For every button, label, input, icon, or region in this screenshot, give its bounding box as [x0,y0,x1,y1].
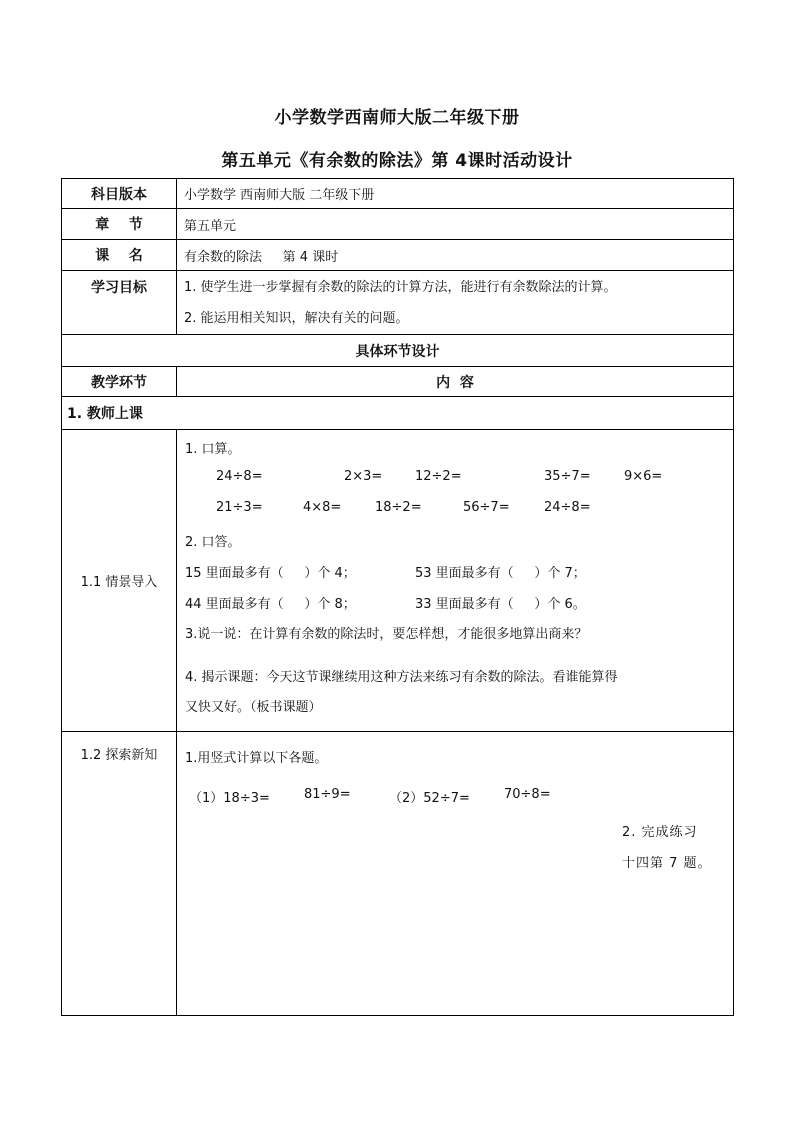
row-chapter [62,209,734,240]
goals-cell [177,271,734,335]
row-column-headers [62,367,734,397]
lesson-plan-table [61,178,734,1016]
oral-calc-item: 9×6= [624,469,663,484]
chapter-value: 第五单元 [177,209,734,240]
oral-calc-item: 12÷2= [415,469,462,484]
oral-calc-item: 21÷3= [216,500,263,515]
chapter-label: 章 节 [62,209,177,240]
reveal-text-line1: 4. 揭示课题：今天这节课继续用这种方法来练习有余数的除法。看谁能算得 [185,670,618,685]
answer-item: 53 里面最多有（ ）个 7； [415,566,586,581]
oral-calc-item: 4×8= [303,500,342,515]
vertical-calc-item: （1）18÷3= [189,791,270,806]
lesson-label: 课 名 [62,240,177,271]
oral-calc-item: 2×3= [344,469,383,484]
design-header: 具体环节设计 [62,335,734,367]
oral-calc-item: 35÷7= [544,469,591,484]
row-s11 [62,430,734,732]
oral-calc-item: 24÷8= [544,500,591,515]
vertical-calc-title: 1.用竖式计算以下各题。 [185,751,328,766]
row-subject [62,179,734,209]
document-subtitle: 第五单元《有余数的除法》第 4课时活动设计 [221,151,573,171]
row-section-1 [62,397,734,430]
answer-item: 44 里面最多有（ ）个 8； [185,597,356,612]
goal-item: 2. 能运用相关知识，解决有关的问题。 [184,310,409,326]
stage-column-header: 教学环节 [62,367,177,397]
oral-calc-item: 18÷2= [375,500,422,515]
oral-answer-title: 2. 口答。 [185,535,241,550]
subject-label: 科目版本 [62,179,177,209]
oral-calc-item: 56÷7= [463,500,510,515]
goals-label: 学习目标 [62,271,177,335]
row-lesson [62,240,734,271]
answer-item: 15 里面最多有（ ）个 4； [185,566,356,581]
answer-item: 33 里面最多有（ ）个 6。 [415,597,586,612]
vertical-calc-item: 70÷8= [504,787,551,802]
row-design-header [62,335,734,367]
oral-calc-title: 1. 口算。 [185,442,241,457]
document-title: 小学数学西南师大版二年级下册 [274,108,520,128]
s11-label: 1.1 情景导入 [62,430,177,732]
s12-content [177,732,734,1016]
discuss-text: 3.说一说：在计算有余数的除法时，要怎样想，才能很多地算出商来？ [185,627,588,642]
s11-content [177,430,734,732]
lesson-value: 有余数的除法 第 4 课时 [177,240,734,271]
practice-line2: 十四第 7 题。 [622,856,712,871]
vertical-calc-item: 81÷9= [304,787,351,802]
reveal-text-line2: 又快又好。（板书课题） [185,700,322,715]
row-s12 [62,732,734,1016]
s12-label: 1.2 探索新知 [62,732,177,1016]
section-title: 1. 教师上课 [62,397,734,430]
subject-value: 小学数学 西南师大版 二年级下册 [177,179,734,209]
oral-calc-item: 24÷8= [216,469,263,484]
practice-line1: 2. 完成练习 [622,825,698,840]
goal-item: 1. 使学生进一步掌握有余数的除法的计算方法，能进行有余数除法的计算。 [184,279,617,295]
content-column-header: 内 容 [177,367,734,397]
row-goals [62,271,734,335]
vertical-calc-item: （2）52÷7= [389,791,470,806]
